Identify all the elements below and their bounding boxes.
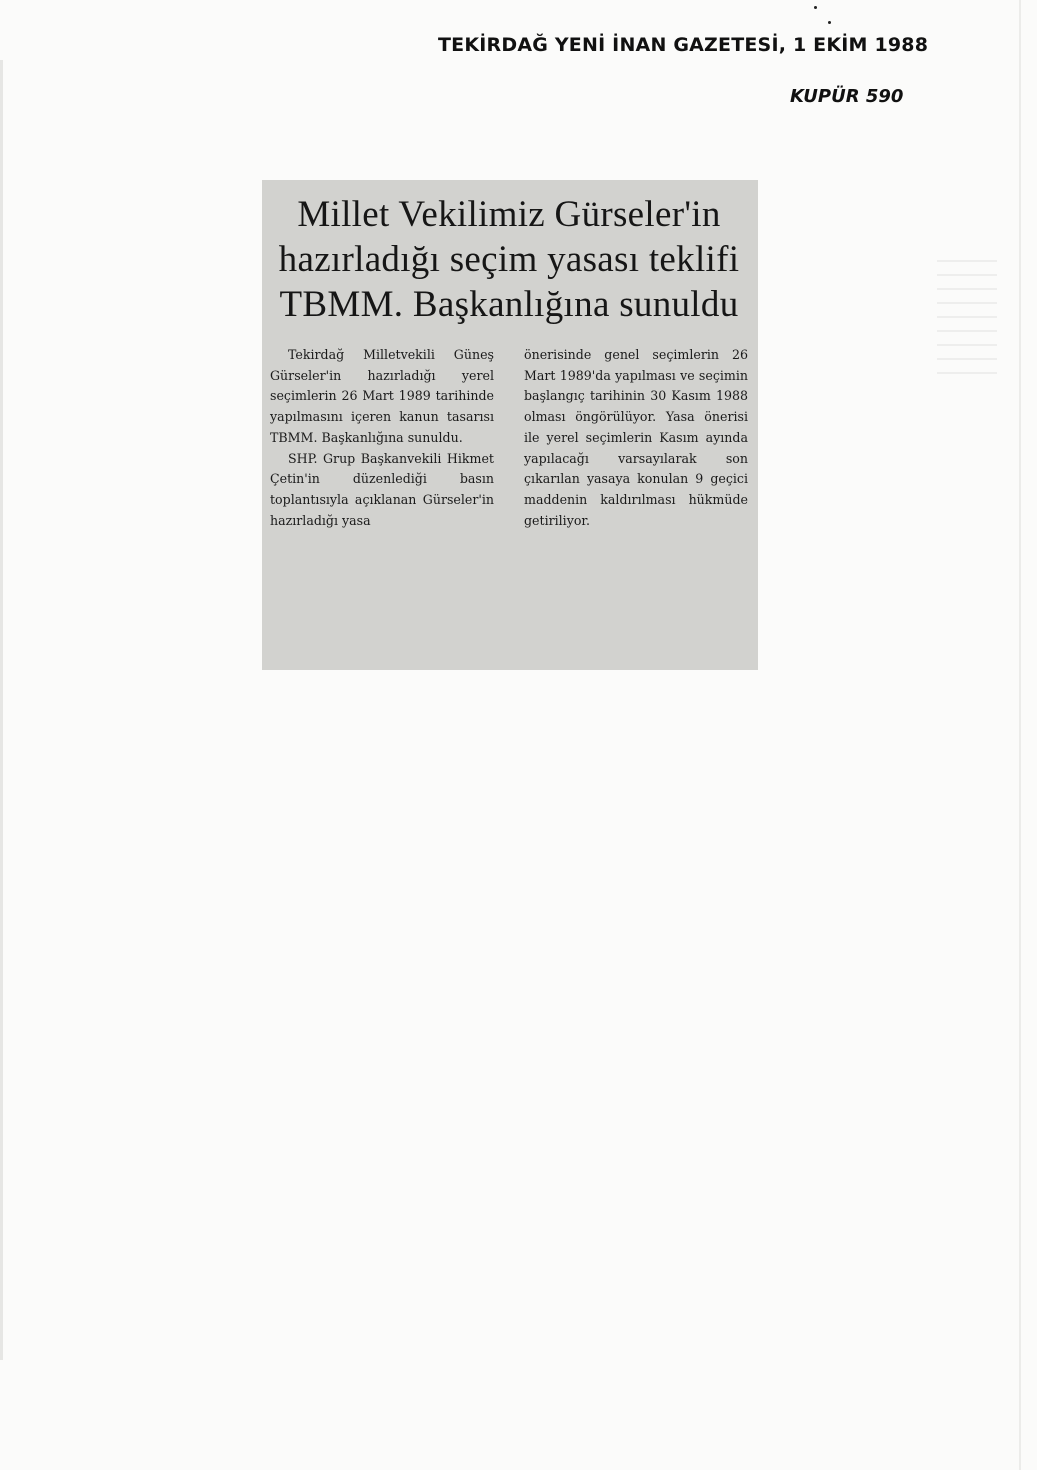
clipping-number: KUPÜR 590 bbox=[790, 86, 904, 107]
scan-speck bbox=[814, 6, 817, 9]
article-paragraph: önerisinde genel seçimlerin 26 Mart 1989'da yapılması ve seçimin başlangıç tarihinin 30 Kasım 1988 olması öngörülüyor. Yasa önerisi ile yerel seçimlerin Kasım ayında yapılacağı varsayılarak son çıkarılan yasaya konulan 9 geçici maddenin kaldırılması hükmüde getiriliyor. bbox=[524, 347, 748, 528]
newspaper-source-line: TEKİRDAĞ YENİ İNAN GAZETESİ, 1 EKİM 1988 bbox=[438, 34, 929, 56]
article-body bbox=[270, 345, 748, 531]
article-headline: Millet Vekilimiz Gürseler'in hazırladığı seçim yasası teklifi TBMM. Başkanlığına sunuldu bbox=[278, 194, 740, 325]
show-through-marks bbox=[937, 260, 997, 380]
page-edge-left bbox=[0, 60, 3, 1360]
article-paragraph: Tekirdağ Milletvekili Güneş Gürseler'in hazırladığı yerel seçimlerin 26 Mart 1989 tarihinde yapılmasını içeren kanun tasarısı TBMM. Başkanlığına sunuldu. bbox=[270, 347, 494, 445]
article-paragraph: SHP. Grup Başkanvekili Hikmet Çetin'in düzenlediği basın toplantısıyla açıklanan Gürseler'in hazırladığı yasa bbox=[270, 450, 494, 528]
newspaper-clipping bbox=[262, 180, 758, 670]
page-edge-right bbox=[1019, 0, 1021, 1470]
article-column-left bbox=[270, 345, 494, 531]
article-column-right bbox=[524, 345, 748, 531]
scan-speck bbox=[828, 21, 831, 24]
